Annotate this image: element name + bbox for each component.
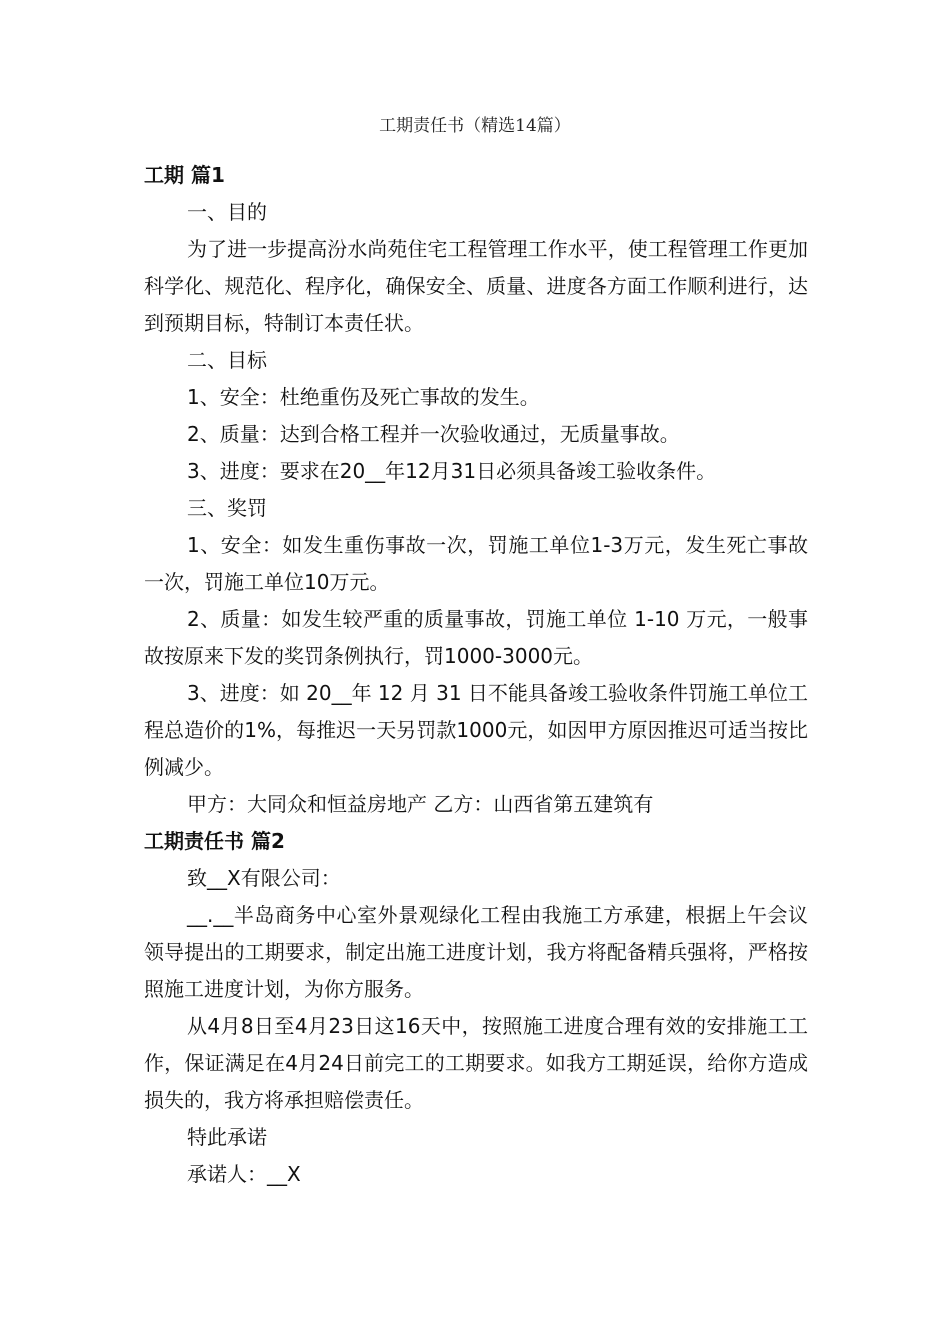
- section-heading: 工期 篇1: [144, 163, 225, 187]
- paragraph: 甲方：大同众和恒益房地产 乙方：山西省第五建筑有: [187, 792, 654, 816]
- paragraph: 二、目标: [187, 348, 267, 372]
- paragraph: 三、奖罚: [187, 496, 267, 520]
- document-title: 工期责任书（精选14篇）: [379, 116, 571, 136]
- paragraph: 1、安全：如发生重伤事故一次，罚施工单位1-3万元，发生死亡事故一次，罚施工单位10万元。: [144, 533, 808, 594]
- paragraph: 1、安全：杜绝重伤及死亡事故的发生。: [187, 385, 540, 409]
- paragraph: 特此承诺: [187, 1125, 267, 1149]
- section-2: [144, 823, 808, 1193]
- paragraph: 2、质量：达到合格工程并一次验收通过，无质量事故。: [187, 422, 680, 446]
- paragraph: 一、目的: [187, 200, 267, 224]
- section-1: [144, 157, 808, 823]
- paragraph: __.__半岛商务中心室外景观绿化工程由我施工方承建，根据上午会议领导提出的工期要求，制定出施工进度计划，我方将配备精兵强将，严格按照施工进度计划，为你方服务。: [144, 903, 808, 1001]
- paragraph: 2、质量：如发生较严重的质量事故，罚施工单位 1-10 万元，一般事故按原来下发的奖罚条例执行，罚1000-3000元。: [144, 607, 808, 668]
- paragraph: 3、进度：要求在20__年12月31日必须具备竣工验收条件。: [187, 459, 717, 483]
- section-heading: 工期责任书 篇2: [144, 829, 285, 853]
- document-body: [144, 157, 808, 1193]
- paragraph: 从4月8日至4月23日这16天中，按照施工进度合理有效的安排施工工作，保证满足在4月24日前完工的工期要求。如我方工期延误，给你方造成损失的，我方将承担赔偿责任。: [144, 1014, 808, 1112]
- paragraph: 致__X有限公司：: [187, 866, 341, 890]
- paragraph: 3、进度：如 20__年 12 月 31 日不能具备竣工验收条件罚施工单位工程总造价的1%，每推迟一天另罚款1000元，如因甲方原因推迟可适当按比例减少。: [144, 681, 808, 779]
- paragraph: 承诺人：__X: [187, 1162, 301, 1186]
- paragraph: 为了进一步提高汾水尚苑住宅工程管理工作水平，使工程管理工作更加科学化、规范化、程序化，确保安全、质量、进度各方面工作顺利进行，达到预期目标，特制订本责任状。: [144, 237, 808, 335]
